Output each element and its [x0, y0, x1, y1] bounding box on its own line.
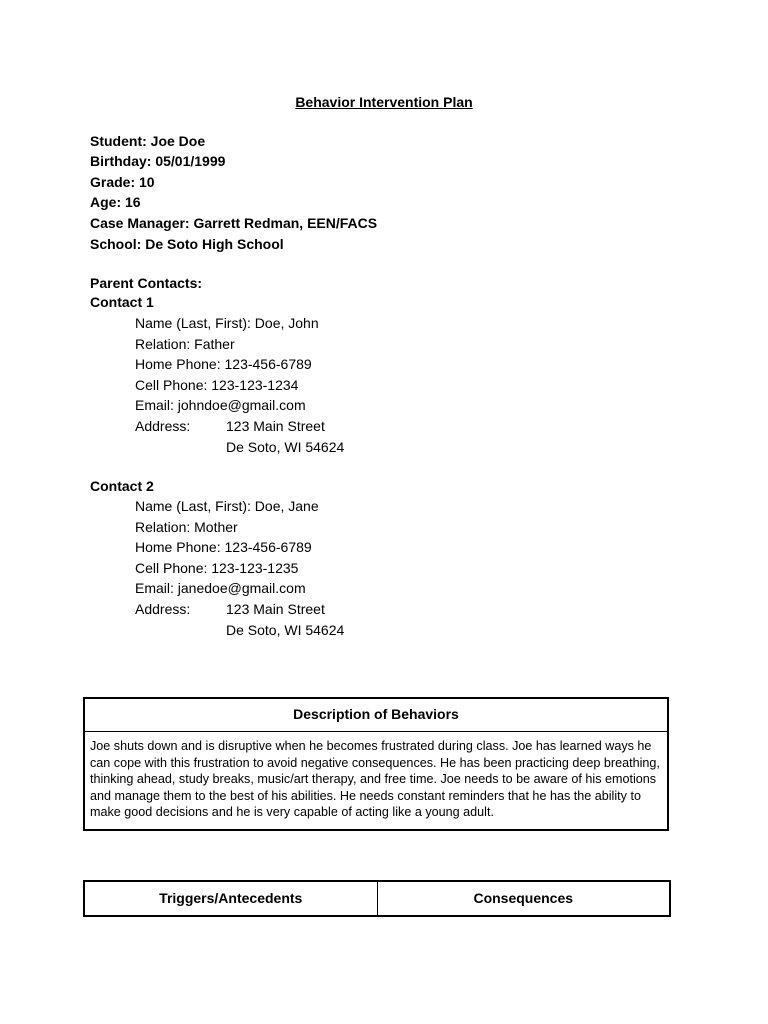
- address-label: Address:: [135, 601, 191, 617]
- student-grade: Grade: 10: [90, 174, 155, 190]
- contact-home-phone: Home Phone: 123-456-6789: [135, 539, 312, 555]
- parent-contacts-heading: Parent Contacts:: [90, 275, 203, 291]
- case-manager: Case Manager: Garrett Redman, EEN/FACS: [90, 215, 378, 231]
- contact-relation: Relation: Mother: [135, 519, 238, 535]
- student-name: Student: Joe Doe: [90, 133, 206, 149]
- address-line-2: De Soto, WI 54624: [226, 622, 345, 638]
- contact-name: Name (Last, First): Doe, John: [135, 315, 319, 331]
- student-age: Age: 16: [90, 194, 141, 210]
- student-school: School: De Soto High School: [90, 236, 284, 252]
- address-line-1: 123 Main Street: [226, 601, 325, 617]
- address-line-1: 123 Main Street: [226, 418, 325, 434]
- document-title: Behavior Intervention Plan: [295, 94, 473, 110]
- contact-email: Email: johndoe@gmail.com: [135, 397, 306, 413]
- contact-cell-phone: Cell Phone: 123-123-1235: [135, 560, 299, 576]
- contact-label: Contact 2: [90, 478, 154, 494]
- contact-address: [135, 418, 325, 434]
- triggers-consequences-table: [83, 880, 671, 917]
- student-birthday: Birthday: 05/01/1999: [90, 153, 226, 169]
- triggers-header: Triggers/Antecedents: [159, 890, 303, 906]
- contact-address: [135, 601, 325, 617]
- contact-cell-phone: Cell Phone: 123-123-1234: [135, 377, 299, 393]
- contact-label: Contact 1: [90, 294, 154, 310]
- behaviors-heading: Description of Behaviors: [85, 699, 667, 732]
- address-label: Address:: [135, 418, 191, 434]
- contact-name: Name (Last, First): Doe, Jane: [135, 498, 319, 514]
- contact-email: Email: janedoe@gmail.com: [135, 580, 306, 596]
- behaviors-box: [83, 697, 669, 831]
- contact-home-phone: Home Phone: 123-456-6789: [135, 356, 312, 372]
- address-line-2: De Soto, WI 54624: [226, 439, 345, 455]
- consequences-header: Consequences: [377, 882, 670, 915]
- contact-relation: Relation: Father: [135, 336, 235, 352]
- behaviors-text: Joe shuts down and is disruptive when he becomes frustrated during class. Joe has learned ways he can cope with this frustration to avoid negative consequences. He has been practicing deep breathing, thinking ahead, study breaks, music/art therapy, and free time. Joe needs to be aware of his emotions and manage them to the best of his abilities. He needs constant reminders that he has the ability to make good decisions and he is very capable of acting like a young adult.: [90, 739, 660, 819]
